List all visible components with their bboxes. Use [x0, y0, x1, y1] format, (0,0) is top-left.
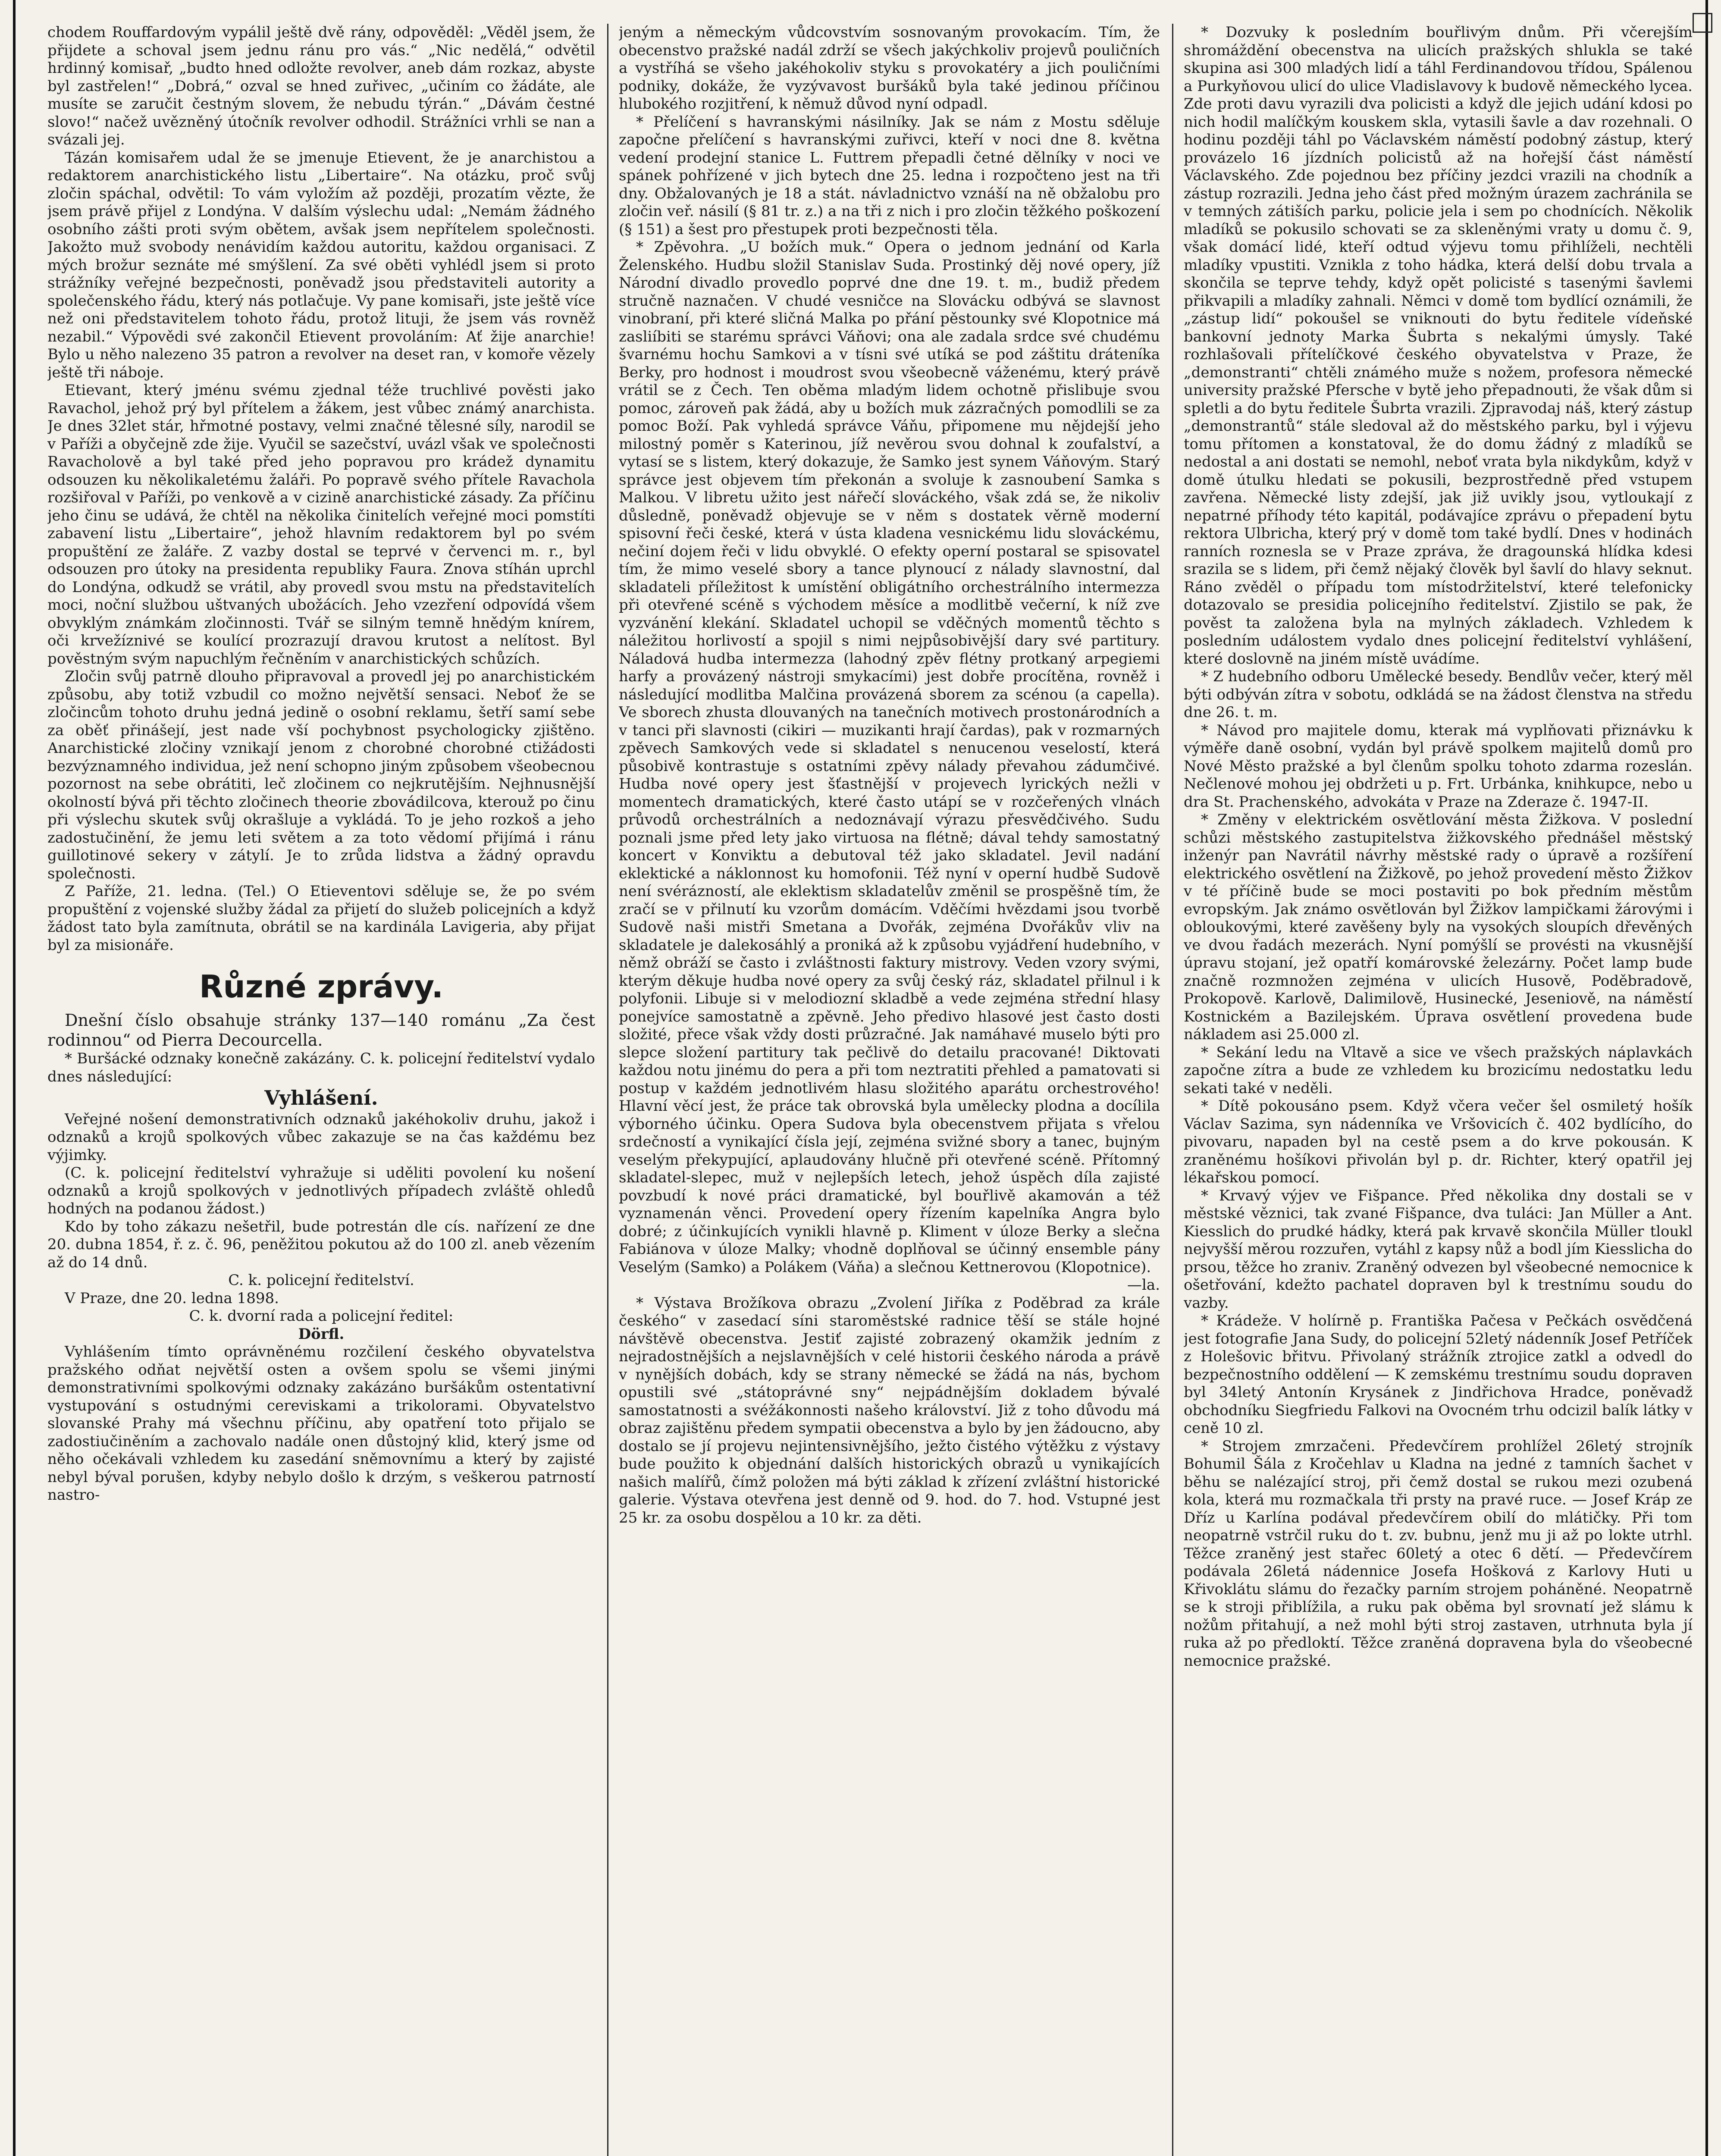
news-item: * Strojem zmrzačeni. Předevčírem prohlížel 26letý strojník Bohumil Šála z Kročehlav u Kladna na jedné z tamních šachet v běhu se nalézající stroj, při čemž dostal se rukou mezi ozubená kola, která mu rozmačkala tři prsty na pravé ruce. — Josef Kráp ze Dříz u Karlína podával předevčírem obilí do mlátičky. Při tom neopatrně vstrčil ruku do t. zv. bubnu, jenž mu ji až po lokte utrhl. Těžce zraněný jest stařec 60letý a otec 6 dětí. — Předevčírem podávala 26letá nádennice Josefa Hošková z Karlovy Huti u Křivoklátu slámu do řezačky parním strojem poháněné. Neopatrně se k stroji přiblížila, a ruku pak oběma byl srovnatí jež slámu k nožům přitahují, a než mohl býti stroj zastaven, utrhnuta byla jí ruka až po předloktí. Těžce zraněná dopravena byla do všeobecné nemocnice pražské. — [1184, 1437, 1693, 1670]
notice-signature-name: Dörfl. — [298, 1325, 345, 1343]
column-rule — [607, 24, 608, 2156]
news-item: * Zpěvohra. „U božích muk.“ Opera o jednom jednání od Karla Želenského. Hudbu složil Stanislav Suda. Prostinký děj nové opery, jíž Národní divadlo provedlo poprvé dne dne 19. t. m., budiž předem stručně naznačen. V chudé vesničce na Slovácku odbývá se slavnost vinobraní, při které sličná Malka po přání pěstounky své Klopotnice má zasliíbiti se starému správci Váňovi; ona ale zadala srdce své chudému švarnému hochu Samkovi a v tísni své utíká se pod záštitu dráteníka Berky, pro hodnost i moudrost svou všeobecně váženému, který právě vrátil se z Čech. Ten oběma mladým lidem ochotně přislibuje svou pomoc, zároveň pak žádá, aby u božích muk zázračných pomodlili se za pomoc Boží. Pak vyhledá správce Váňu, připomene mu nějdejší jeho milostný poměr s Katerinou, jíž nevěrou svou dohnal k zoufalství, a vytasí se s listem, který dokazuje, že Samko jest synem Váňovým. Starý správce jest objevem tím překonán a svoluje k zasnoubení Samka s Malkou. V libretu užito jest nářečí slováckého, však zdá se, že nikoliv důsledně, poněvadž objevuje se v něm s dostatek věrně moderní spisovní řeči české, která v ústa kladena vesnickému lidu slováckému, nečiní dojem řeči v lidu obvyklé. O efekty operní postaral se spisovatel tím, že mimo veselé sbory a tance plynoucí z nálady slavnostní, dal skladateli příležitost k umístění obligátního orchestrálního intermezza při otevřené scéně s východem měsíce a modlitbě večerní, k níž zve vyzvánění klekání. Skladatel uchopil se vděčných momentů těchto s náležitou horlivostí a spojil s nimi nejpůsobivější dary své partitury. Náladová hudba intermezza (lahodný zpěv flétny protkaný arpegiemi harfy a provázený nástroji smykacími) jest dobře procítěna, rovněž i následující modlitba Malčina provázená sborem za scénou (a capella). Ve sborech zhusta dlouvaných na tanečních motivech prostonárodních a v tanci při slavnosti (cikiri — muzikanti hrají čardas), pak v rozmarných zpěvech Samkových vede si skladatel s nenucenou veselostí, která působivě kontrastuje s ostatními zpěvy nálady převahou zádumčivé. Hudba nové opery jest šťastnější v projevech lyrických nežli v momentech dramatických, které často utápí se v rozčeřených vlnách průvodů orchestrálních a nedoznávají výrazu přesvědčivého. Sudu poznali jsme před lety jako virtuosa na flétně; dával tehdy samostatný koncert v Konviktu a debutoval též jako skladatel. Jevil nadání eklektické a náklonnost ku homofonii. Též nyní v operní hudbě Sudově není svérázností, ale eklektism skladatelův změnil se prospěšně tím, že zračí se v přilnutí ku vzorům domácím. Vděčími hvězdami jsou tvorbě Sudově naši mistři Smetana a Dvořák, zejména Dvořákův vliv na skladatele je dalekosáhlý a proniká až k způsobu vyjádření hudebního, v němž obráží se často i zvláštnosti faktury mistrovy. Veden vzory svými, kterým děkuje hudba nové opery za svůj český ráz, skladatel přilnul i k polyfonii. Libuje si v melodiozní skladbě a vede zejména střední hlasy ponejvíce samostatně a zpěvně. Jeho předivo hlasové jest často dosti složité, přece však vždy dosti průzračné. Jak namáhavé muselo býti pro slepce složení partitury tak pečlivě do detailu pracované! Diktovati každou notu jinému do pera a při tom neztratiti přehled a pamatovati si postup v každém jednotlivém hlasu složitého aparátu orchestrového! Hlavní věcí jest, že práce tak obrovská byla umělecky plodna a docílila výborného účinku. Opera Sudova byla obecenstvem přijata s vřelou srdečností a vynikající čísla její, zejména svižné sbory a tanec, bujným veselým překypující, aplaudovány hlučně při otevřené scéně. Přítomný skladatel-slepec, muž v nejlepších letech, jehož úspěch díla zajisté povzbudí k nové práci dramatické, byl bouřlivě akamován a též vyznamenán věnci. Provedení opery řízením kapelníka Angra bylo dobré; z účinkujících vynikli hlavně p. Kliment v úloze Berky a slečna Fabiánova v úloze Malky; vhodně doplňoval se účinný ensemble pány Veselým (Samko) a Polákem (Váňa) a slečnou Kettnerovou (Klopotnice). — [619, 238, 1160, 1276]
column-3 — [1184, 24, 1693, 2156]
news-item: * Dozvuky k posledním bouřlivým dnům. Při včerejším shromáždění obecenstva na ulicích pražských shlukla se také skupina asi 300 mladých lidí a táhl Ferdinandovou třídou, Spálenou a Purkyňovou ulicí do ulice Vladislavovy k budově německého lycea. Zde proti davu vyrazili dva policisti a když dle jejich udání kdosi po nich hodil malíčkým kouskem skla, vytasili šavle a dav rozehnali. O hodinu později táhl po Václavském náměstí podobný zástup, který provázelo 16 jízdních policistů až na hořejší část náměstí Václavského. Zde pojednou bez příčiny jezdci vrazili na chodník a zástup rozrazili. Jedna jeho část před možným úrazem zachránila se v temných zátiších parku, policie jela i sem po chodnících. Několik mladíků se pokusilo schovati se za skleněnými vraty u domu č. 9, však domácí lidé, kteří odtud výjevu tomu přihlíželi, nechtěli mladíky vpustiti. Vznikla z toho hádka, která delší dobu trvala a skončila se teprve tehdy, když opět policisté s tasenými šavlemi přikvapili a mladíky zahnali. Němci v domě tom bydlící oznámili, že „zástup lidí“ pokoušel se vniknouti do bytu ředitele vídeňské bankovní jednoty Marka Šubrta s nekalými úmysly. Také rozhlašovali přítelíčkové českého obyvatelstva v Praze, že „demonstranti“ chtěli známého muže s nožem, profesora německé university pražské Pfersche v bytě jeho přepadnouti, že však dům si spletli a do bytu ředitele Šubrta vrazili. Zjpravodaj náš, který zástup „demonstrantů“ stále sledoval až do městského parku, byl i výjevu tomu přítomen a konstatoval, že do domu žádný z mladíků se nedostal a ani dostati se nemohl, neboť vrata byla nikdykům, když v domě útulku hledati se pokusili, bezprostředně před vstupem zavřena. Německé listy zdejší, jak již uvikly jsou, vytloukají z nepatrné příhody této kapitál, podávajíce zprávu o přepadení bytu rektora Ulbricha, který prý v domě tom také bydlí. Dnes v hodinách ranních roznesla se v Praze zpráva, že dragounská hlídka kdesi srazila se s lidem, při čemž nějaký člověk byl šavlí do hlavy seknut. Ráno zvěděl o případu tom místodržitelství, které telefonicky dotazovalo se presidia policejního ředitelství. Zjistilo se pak, že pověst ta založena byla na mylných základech. Vzhledem k posledním událostem vydalo dnes policejní ředitelství vyhlášení, které doslovně na jiném místě uvádíme. — [1184, 24, 1693, 667]
news-item: * Výstava Brožíkova obrazu „Zvolení Jiříka z Poděbrad za krále českého“ v zasedací síni staroměstské radnice těší se stále hojné návštěvě obecenstva. Jestiť zajisté zobrazený okamžik jedním z nejradostnějších a nejslavnějších v celé historii českého národa a právě v nynějších dobách, kdy se strany německé se žádá na nás, bychom opustili své „státoprávné sny“ nejpádnějším dokladem bývalé samostatnosti a svéžákonnosti našeho království. Již z toho důvodu má obraz zajištěnu předem sympatii obecenstva a bylo by jen žádoucno, aby dostalo se jí projevu nejintensivnějšího, ježto čistého výtěžku z výstavy bude použito k objednání dalších historických obrazů u vynikajících našich malířů, čímž položen má býti základ k zřízení zvláštní historické galerie. Výstava otevřena jest denně od 9. hod. do 7. hod. Vstupné jest 25 kr. za osobu dospělou a 10 kr. za děti. — [619, 1294, 1160, 1526]
notice-signature-title: C. k. dvorní rada a policejní ředitel: — [189, 1307, 454, 1325]
notice-paragraph: Veřejné nošení demonstrativních odznaků jakéhokoliv druhu, jakož i odznaků a krojů spolkových vůbec zakazuje se na čas každému bez výjimky. — [47, 1110, 595, 1164]
paragraph: Tázán komisařem udal že se jmenuje Etievent, že je anarchistou a redaktorem anarchistického listu „Libertaire“. Na otázku, proč svůj zločin spáchal, odvětil: To vám vyložím až později, prozatím vězte, že jsem právě přijel z Londýna. V dalším výslechu udal: „Nemám žádného osobního zášti proti svým obětem, avšak jsem nepřítelem společnosti. Jakožto muž svobody nenávidím každou autoritu, každou organisaci. Z mých brožur seznáte mé smýšlení. Za své oběti vyhlédl jsem si proto strážníky veřejné bezpečnosti, poněvadž jsou představiteli autority a společenského řádu, který nás potlačuje. Vy pane komisaři, jste ještě více než oni představitelem tohoto řádu, protož lituji, že jsem vás rovněž nezabil.“ Výpovědi své zakončil Etievent provoláním: Ať žije anarchie! Bylo u něho nalezeno 35 patron a revolver na deset ran, v komoře vězely ještě tři náboje. — [47, 149, 595, 381]
column-2 — [619, 24, 1160, 2156]
section-heading: Různé zprávy. — [199, 968, 443, 1005]
column-rule — [1172, 24, 1173, 2156]
notice-paragraph: (C. k. policejní ředitelství vyhražuje si uděliti povolení ku nošení odznaků a krojů spolkových v jednotlivých případech zvláště ohledů hodných na podanou žádost.) — [47, 1164, 595, 1217]
news-item: * Změny v elektrickém osvětlování města Žižkova. V poslední schůzi městského zastupitelstva žižkovského přednášel městský inženýr pan Navrátil návrhy městské rady o úpravě a rozšíření elektrického osvětlení na Žižkově, po jehož provedení město Žižkov v té příčině bude se moci postaviti po bok předním městům evropským. Jak známo osvětlován byl Žižkov lampičkami žárovými i obloukovými, které zavěšeny byly na vysokých sloupích dřevěných ve dvou řadách mezerách. Nyní pomýšlí se provésti na vkusnější úpravu stojaní, jež opatří komárovské železárny. Počet lamp bude značně rozmnožen zejména v ulicích Husově, Poděbradově, Prokopově. Karlově, Dalimilově, Husinecké, Jeseniově, na náměstí Kostnickém a Bazilejském. Úprava osvětlení provedena bude nákladem asi 25.000 zl. — [1184, 811, 1693, 1043]
notice-title: Vyhlášení. — [264, 1086, 378, 1109]
article-continuation: jeným a německým vůdcovstvím sosnovaným provokacím. Tím, že obecenstvo pražské nadál zdrží se všech jakýchkoliv projevů pouličních a vystříhá se všeho jakéhokoliv styku s provokatéry a jich pouličními podniky, dokáže, že vyzývavost buršáků byla také jedinou příčinou hlubokého rozjitření, k němuž důvod nyní odpadl. — [619, 24, 1160, 113]
paragraph: Vyhlášením tímto oprávněnému rozčilení českého obyvatelstva pražského odňat největší osten a ovšem spolu se všemi jinými demonstrativními spolkovými odznaky zakázáno buršákům ostentativní vystupování s ostudnými cereviskami a trikolorami. Obyvatelstvo slovanské Prahy má všechnu příčinu, aby opatření toto přijalo se zadostiučiněním a zachovalo nadále onen důstojný klid, který jsme od něho očekávali vzhledem ku zasedání sněmovnímu a který by zajisté nebyl býval porušen, kdyby nebylo došlo k drzým, s veškerou patrností nastro- — [47, 1343, 595, 1504]
news-item: * Návod pro majitele domu, kterak má vyplňovati přiznávku k výměře daně osobní, vydán byl právě spolkem majitelů domů pro Nové Město pražské a byl členům spolku tohoto zdarma rozeslán. Nečlenové mohou jej obdržeti u p. Frt. Urbánka, knihkupce, nebo u dra St. Prachenského, advokáta v Praze na Zderaze č. 1947-II. — [1184, 721, 1693, 811]
paragraph: Zločin svůj patrně dlouho připravoval a provedl jej po anarchistickém způsobu, aby totiž vzbudil co možno největší sensaci. Neboť že se zločincům tohoto druhu jedná jedině o osobní reklamu, šetří samí sebe za oběť přinášejí, jest nade vší pochybnost psychologicky zjištěno. Anarchistické zločiny vznikají jenom z chorobné chorobné ctižádosti bezvýznamného individua, jež není schopno jiným způsobem všeobecnou pozornost na sebe obrátiti, leč zločinem co nejkrutějším. Nejhnusnější okolností bývá při těchto zločinech theorie zbovádilcova, kterouž po činu při výslechu skutek svůj okrašluje a vykládá. To je jeho rozkoš a jeho zadostučinění, že jemu leti světem a za toto vědomí přijímá i ránu guillotinové sekery v zátylí. Je to zrůda lidstva a žádný opravdu společnosti. — [47, 668, 595, 882]
scan-edge-right — [1705, 0, 1708, 2156]
news-item: * Přelíčení s havranskými násilníky. Jak se nám z Mostu sděluje započne přelíčení s havranskými zuřivci, kteří v noci dne 8. května vedení prodejní stanice L. Futtrem přepadli četné dělníky v noci ve spánek pohřízené v jich bytech dne 25. ledna i rozpočteno jest na tři dny. Obžalovaných je 18 a stát. návladnictvo vznáší na ně obžalobu pro zločin veř. násilí (§ 81 tr. z.) a na tři z nich i pro zločin těžkého poškození (§ 151) a šest pro přestupek proti bezpečnosti těla. — [619, 113, 1160, 238]
news-item: * Krvavý výjev ve Fišpance. Před několika dny dostali se v městské věznici, tak zvané Fišpance, dva tuláci: Jan Müller a Ant. Kiesslich do prudké hádky, která pak krvavě skončila Müller tloukl nejvyšší měrou rozzuřen, vytáhl z kapsy nůž a bodl jím Kiesslicha do prsou, těžce ho zraniv. Zraněný odvezen byl všeobecné nemocnice k ošetřování, kdežto pachatel dopraven byl k trestnímu soudu do vazby. — [1184, 1187, 1693, 1312]
news-item: * Krádeže. V holírně p. Františka Pačesa v Pečkách osvědčená jest fotografie Jana Sudy, do policejní 52letý nádenník Josef Petříček z Holešovic břitvu. Přivolaný strážník ztrojice zatkl a odvedl do bezpečnostního oddělení — K zemskému trestnímu soudu dopraven byl 34letý Antonín Krysánek z Jindřichova Hradce, poněvadž obchodníku Siegfriedu Falkovi na Ovocném trhu odcizil balík látky v ceně 10 zl. — [1184, 1312, 1693, 1437]
paragraph: Etievant, který jménu svému zjednal téže truchlivé pověsti jako Ravachol, jehož prý byl přítelem a žákem, jest vůbec známý anarchista. Je dnes 32let stár, hřmotné postavy, velmi značné tělesné síly, narodil se v Paříži a obyčejně zde žije. Vyučil se sazečství, uvázl však ve společnosti Ravacholově a byl také před jeho popravou pro krádež dynamitu odsouzen ku několikaletému žaláři. Po popravě svého přítele Ravachola rozšiřoval v Paříži, po venkově a v cizině anarchistické zásady. Za příčinu jeho činu se udává, že chtěl na několika činitelích veřejné moci pomstíti zabavení listu „Libertaire“, jehož hlavním redaktorem byl po svém propuštění ze žaláře. Z vazby dostal se teprvé v červenci m. r., byl odsouzen pro útoky na presidenta republiky Faura. Znova stíhán uprchl do Londýna, odkudž se vrátil, aby provedl svou mstu na představitelích moci, noční službou uštvaných ubožácích. Jeho vzezření odpovídá všem obvyklým známkám zločinnosti. Tvář se silným temně hnědým knírem, oči krvežíznivé se koulící prozrazují dravou krutost a nelítost. Byl pověstným svým napuchlým řečněním v anarchistických schůzích. — [47, 382, 595, 667]
paragraph: Dnešní číslo obsahuje stránky 137—140 románu „Za čest rodinnou“ od Pierra Decourcella. — [47, 1011, 595, 1050]
notice-signature: C. k. policejní ředitelství. — [228, 1272, 414, 1289]
news-item: * Dítě pokousáno psem. Když včera večer šel osmiletý hošík Václav Sazima, syn nádenníka ve Vršovicích č. 402 bydlícího, do pivovaru, napaden byl na cestě psem a do krve pokousán. K zraněnému hošíkovi přivolán byl p. dr. Richter, který opatřil jej lékařskou pomocí. — [1184, 1097, 1693, 1186]
telegram-paragraph: Z Paříže, 21. ledna. (Tel.) O Etieventovi sděluje se, že po svém propuštění z vojenské služby žádal za přijetí do služeb policejních a když žádost tato byla zamítnuta, obrátil se na kardinála Lavigeria, aby přijat byl za misionáře. — [47, 883, 595, 954]
registration-mark — [1693, 13, 1712, 33]
news-item: * Buršácké odznaky konečně zakázány. C. k. policejní ředitelství vydalo dnes následující: — [47, 1050, 595, 1085]
news-item: * Z hudebního odboru Umělecké besedy. Bendlův večer, který měl býti odbýván zítra v sobotu, odkládá se na žádost členstva na středu dne 26. t. m. — [1184, 668, 1693, 721]
article-continuation: chodem Rouffardovým vypálil ještě dvě rány, odpověděl: „Věděl jsem, že přijdete a schoval jsem jednu ránu pro vás.“ „Nic nedělá,“ odvětil hrdinný komisař, „budto hned odložte revolver, aneb dám rozkaz, abyste byl zastřelen!“ „Dobrá,“ ozval se hned zuřivec, „učiním co žádáte, ale musíte se zaručit čestným slovem, že nebudu týrán.“ „Dávám čestné slovo!“ načež uvězněný útočník revolver odhodil. Strážníci vrhli se nan a svázali jej. — [47, 24, 595, 148]
news-item: * Sekání ledu na Vltavě a sice ve všech pražských náplavkách započne zítra a bude ze vzhledem ku brozicímu nedostatku ledu sekati také v neděli. — [1184, 1044, 1693, 1097]
scan-edge-left — [13, 0, 16, 2156]
column-1 — [47, 24, 595, 2156]
author-initials: —la. — [1127, 1276, 1160, 1294]
notice-paragraph: Kdo by toho zákazu nešetřil, bude potrestán dle cís. nařízení ze dne 20. dubna 1854, ř. z. č. 96, peněžitou pokutou až do 100 zl. aneb vězením až do 14 dnů. — [47, 1218, 595, 1271]
notice-date: V Praze, dne 20. ledna 1898. — [65, 1289, 279, 1307]
